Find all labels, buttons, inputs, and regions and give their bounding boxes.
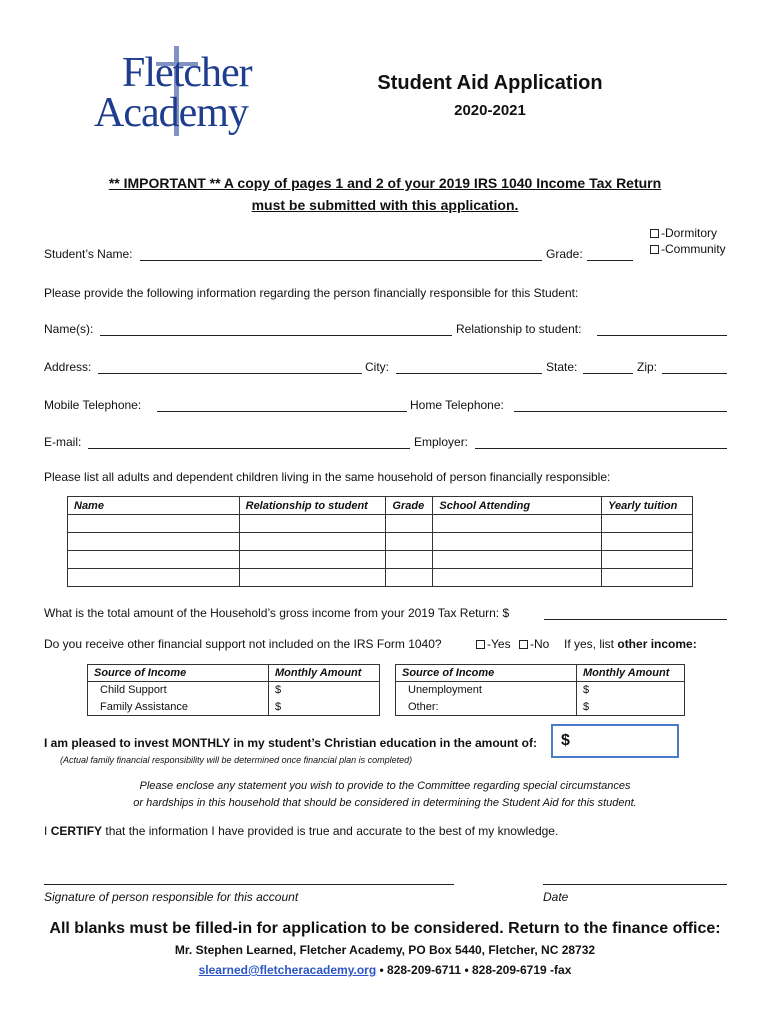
no-checkbox[interactable] (519, 640, 528, 649)
responsible-intro: Please provide the following information regarding the person financially responsible for this Student: (44, 286, 579, 300)
footer-instructions: All blanks must be filled-in for application to be considered. Return to the finance office: (49, 920, 721, 937)
mobile-field[interactable] (157, 411, 407, 412)
other-income-prompt: If yes, list other income: (564, 637, 697, 651)
email-field[interactable] (88, 448, 410, 449)
income-table-right: Source of Income Monthly Amount Unemployment $ Other: $ (395, 664, 685, 716)
city-label: City: (365, 360, 389, 374)
state-field[interactable] (583, 373, 633, 374)
table-row[interactable] (68, 515, 693, 533)
names-label: Name(s): (44, 322, 94, 336)
employer-label: Employer: (414, 435, 469, 449)
signature-field[interactable] (44, 884, 454, 885)
logo-line2: Academy (94, 90, 248, 136)
footer-address: Mr. Stephen Learned, Fletcher Academy, PO Box 5440, Fletcher, NC 28732 (174, 943, 596, 957)
household-intro: Please list all adults and dependent children living in the same household of person financially responsible: (44, 470, 611, 484)
invest-amount-field[interactable]: $ (551, 724, 679, 758)
enclose-line1: Please enclose any statement you wish to provide to the Committee regarding special circumstances (139, 780, 631, 792)
invest-note: (Actual family financial responsibility will be determined once financial plan is completed) (60, 755, 413, 765)
yes-checkbox[interactable] (476, 640, 485, 649)
document-title: Student Aid Application (377, 72, 603, 94)
school-year: 2020-2021 (454, 102, 526, 119)
gross-income-question: What is the total amount of the Household’s gross income from your 2019 Tax Return: $ (44, 606, 510, 620)
footer-contact (20, 963, 750, 977)
table-row[interactable] (68, 533, 693, 551)
student-name-field[interactable] (140, 260, 542, 261)
income-table-left: Source of Income Monthly Amount Child Support $ Family Assistance $ (87, 664, 380, 716)
student-name-label: Student’s Name: (44, 247, 133, 261)
relationship-field[interactable] (597, 335, 727, 336)
city-field[interactable] (396, 373, 542, 374)
names-field[interactable] (100, 335, 452, 336)
certify-statement: I CERTIFY that the information I have provided is true and accurate to the best of my knowledge. (44, 824, 559, 838)
employer-field[interactable] (475, 448, 727, 449)
grade-label: Grade: (546, 247, 583, 261)
table-row[interactable] (68, 551, 693, 569)
table-row[interactable] (68, 569, 693, 587)
col-name: Name (68, 497, 240, 515)
email-label: E-mail: (44, 435, 82, 449)
address-field[interactable] (98, 373, 362, 374)
dormitory-option[interactable]: -Dormitory (650, 226, 717, 240)
table-row[interactable]: Child Support $ (88, 682, 380, 699)
logo-line1: Fletcher (122, 50, 252, 96)
phone-numbers: • 828-209-6711 • 828-209-6719 -fax (379, 963, 572, 977)
table-header-row (68, 497, 693, 515)
relationship-label: Relationship to student: (456, 322, 582, 336)
col-relationship: Relationship to student (239, 497, 386, 515)
table-row[interactable]: Other: $ (396, 699, 685, 716)
dormitory-checkbox[interactable] (650, 229, 659, 238)
signature-label: Signature of person responsible for this account (44, 890, 299, 904)
date-label: Date (543, 890, 569, 904)
col-grade: Grade (386, 497, 433, 515)
fletcher-academy-logo (94, 46, 294, 142)
grade-field[interactable] (587, 260, 633, 261)
mobile-label: Mobile Telephone: (44, 398, 142, 412)
support-yes-option[interactable]: -Yes (476, 637, 511, 651)
home-phone-field[interactable] (514, 411, 727, 412)
col-school: School Attending (433, 497, 602, 515)
date-field[interactable] (543, 884, 727, 885)
email-link[interactable]: slearned@fletcheracademy.org (198, 963, 377, 977)
community-checkbox[interactable] (650, 245, 659, 254)
zip-field[interactable] (662, 373, 727, 374)
state-label: State: (546, 360, 578, 374)
community-option[interactable]: -Community (650, 242, 726, 256)
important-notice: ** IMPORTANT ** A copy of pages 1 and 2 of your 2019 IRS 1040 Income Tax Return must be submitted with this application. (108, 175, 662, 213)
zip-label: Zip: (637, 360, 658, 374)
table-row[interactable]: Family Assistance $ (88, 699, 380, 716)
invest-statement: I am pleased to invest MONTHLY in my student’s Christian education in the amount of: (44, 736, 537, 750)
gross-income-field[interactable] (544, 619, 727, 620)
col-tuition: Yearly tuition (602, 497, 693, 515)
support-no-option[interactable]: -No (519, 637, 549, 651)
enclose-line2: or hardships in this household that should be considered in determining the Student Aid for this student. (133, 797, 637, 809)
household-table (67, 496, 693, 587)
other-support-question: Do you receive other financial support not included on the IRS Form 1040? (44, 637, 442, 651)
address-label: Address: (44, 360, 92, 374)
table-row[interactable]: Unemployment $ (396, 682, 685, 699)
home-phone-label: Home Telephone: (410, 398, 504, 412)
